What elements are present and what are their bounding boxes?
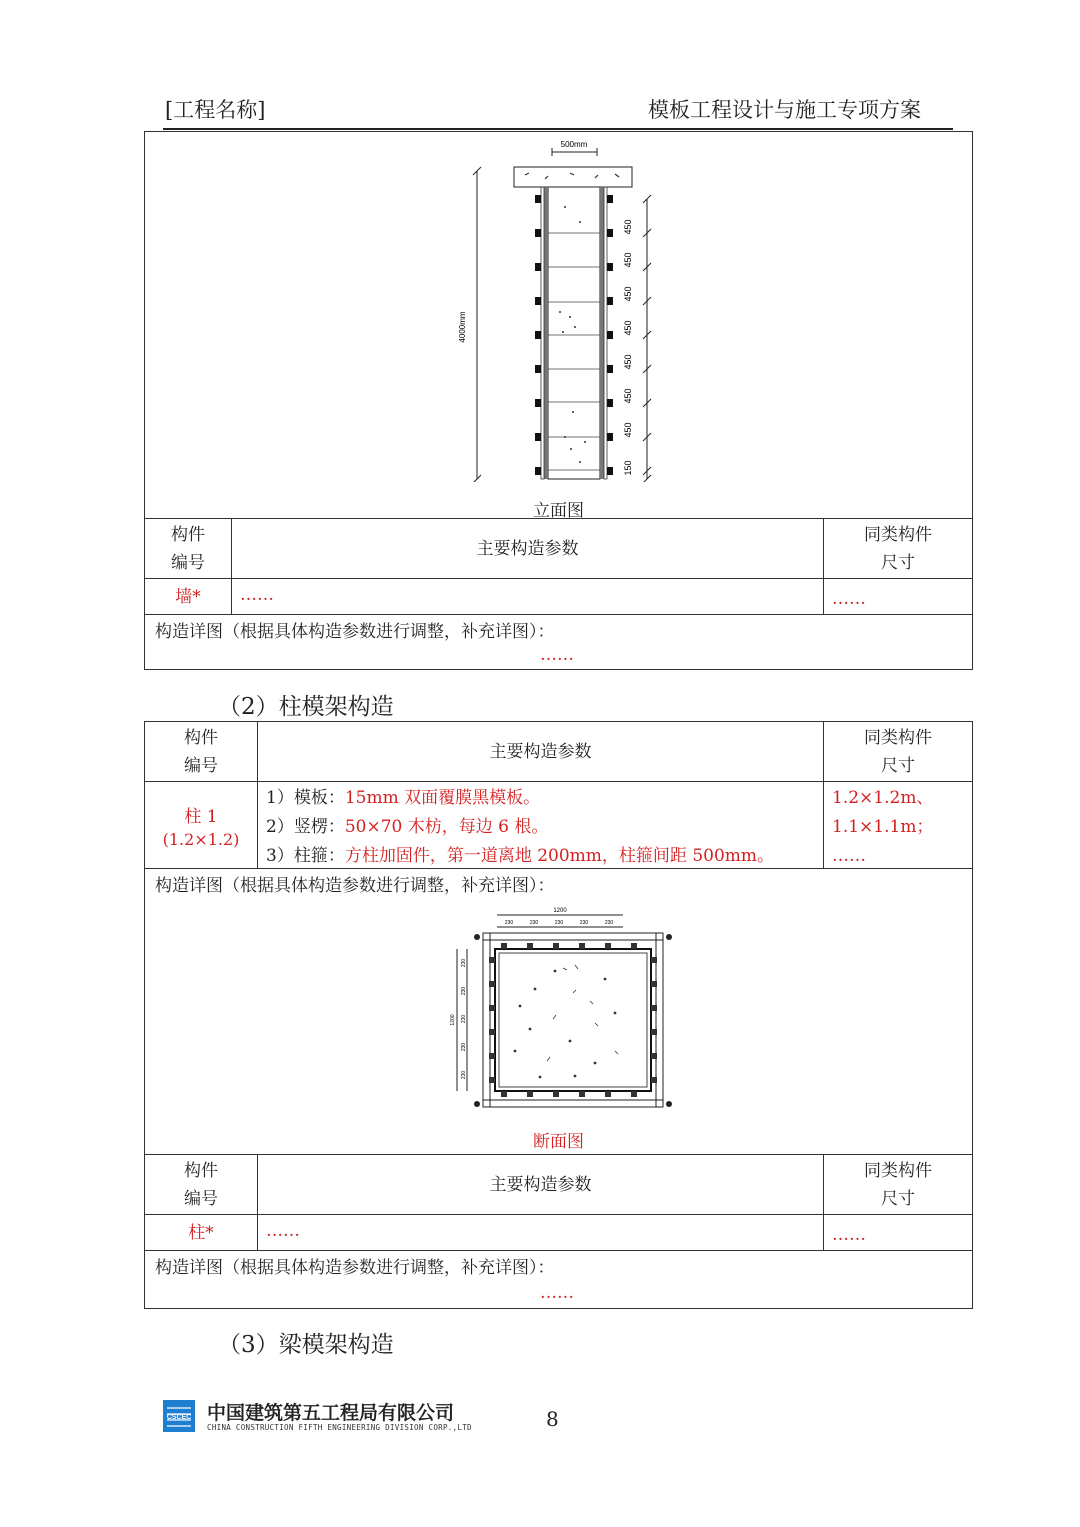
spacing-2: 450 [623,252,633,268]
spacing-6: 450 [623,388,633,404]
wall-col-params: 主要构造参数 [231,518,824,579]
top-part-5: 230 [604,920,614,926]
param-line-1: 1）模板：15mm 双面覆膜黑模板。 [266,788,541,808]
left-total-dim: 1200 [450,1014,456,1026]
page-number: 8 [546,1407,559,1431]
size-line-2: 1.1×1.1m； [832,817,934,837]
column-figure-caption: 断面图 [533,1132,584,1152]
wall-figure-caption: 立面图 [533,501,584,521]
size-line-3: …… [832,846,866,866]
col2-col-id: 构件 编号 [144,1154,258,1215]
company-name-cn: 中国建筑第五工程局有限公司 [207,1402,455,1424]
col2-col-sizes: 同类构件 尺寸 [823,1154,973,1215]
left-part-4: 230 [461,1042,467,1052]
wall-detail-label: 构造详图（根据具体构造参数进行调整，补充详图）： [155,622,555,642]
col2-col-params: 主要构造参数 [257,1154,824,1215]
wall-width-label: 500mm [560,140,588,149]
wall-detail-row [144,614,973,670]
col-col-id: 构件 编号 [144,721,258,782]
col2-row-sizes: …… [823,1214,973,1251]
spacing-7: 450 [623,422,633,438]
col-col-params: 主要构造参数 [257,721,824,782]
spacing-5: 450 [623,354,633,370]
param-line-3: 3）柱箍：方柱加固件，第一道离地 200mm，柱箍间距 500mm。 [266,846,775,866]
col-row-params [257,781,824,869]
company-logo [163,1400,195,1432]
header-doc-title: 模板工程设计与施工专项方案 [648,98,921,122]
col-row-id-line2: (1.2×1.2) [162,830,240,849]
size-line-1: 1.2×1.2m、 [832,788,934,808]
col2-detail-row [144,1250,973,1309]
col-col-sizes: 同类构件 尺寸 [823,721,973,782]
col2-row-params: …… [257,1214,824,1251]
header-rule [163,128,953,130]
top-part-4: 230 [579,920,589,926]
spacing-3: 450 [623,286,633,302]
col-detail-block [144,868,973,1155]
col-row-id-line1: 柱 1 [184,807,218,827]
wall-col-id: 构件 编号 [144,518,232,579]
wall-spacing-labels [619,202,639,482]
column-section-heading: （2）柱模架构造 [218,694,394,720]
column-section-drawing [445,901,675,1126]
col-detail-label: 构造详图（根据具体构造参数进行调整，补充详图）： [155,876,555,896]
param-line-2: 2）竖楞：50×70 木枋，每边 6 根。 [266,817,549,837]
left-part-1: 230 [461,958,467,968]
top-total-dim: 1200 [553,908,567,914]
left-part-2: 230 [461,986,467,996]
header-project-name: [工程名称] [165,98,266,122]
spacing-4: 450 [623,320,633,336]
company-name-en: CHINA CONSTRUCTION FIFTH ENGINEERING DIVISION CORP.,LTD [207,1423,472,1432]
top-part-1: 230 [504,920,514,926]
top-part-2: 230 [529,920,539,926]
spacing-8: 150 [623,460,633,476]
wall-col-sizes: 同类构件 尺寸 [823,518,973,579]
logo-text: CSCEC [166,1414,192,1421]
col2-row-id: 柱* [144,1214,258,1251]
beam-section-heading: （3）梁模架构造 [218,1332,394,1358]
col2-detail-value: …… [540,1283,574,1303]
spacing-1: 450 [623,219,633,235]
wall-row-params: …… [231,578,824,615]
left-part-5: 230 [461,1070,467,1080]
top-part-3: 230 [554,920,564,926]
left-part-3: 230 [461,1014,467,1024]
wall-row-id: 墙* [144,578,232,615]
col2-detail-label: 构造详图（根据具体构造参数进行调整，补充详图）： [155,1258,555,1278]
col-row-sizes [823,781,973,869]
wall-row-sizes: …… [823,578,973,615]
wall-height-label: 4000mm [458,311,467,343]
wall-detail-value: …… [540,645,574,665]
col-row-id [144,781,258,869]
